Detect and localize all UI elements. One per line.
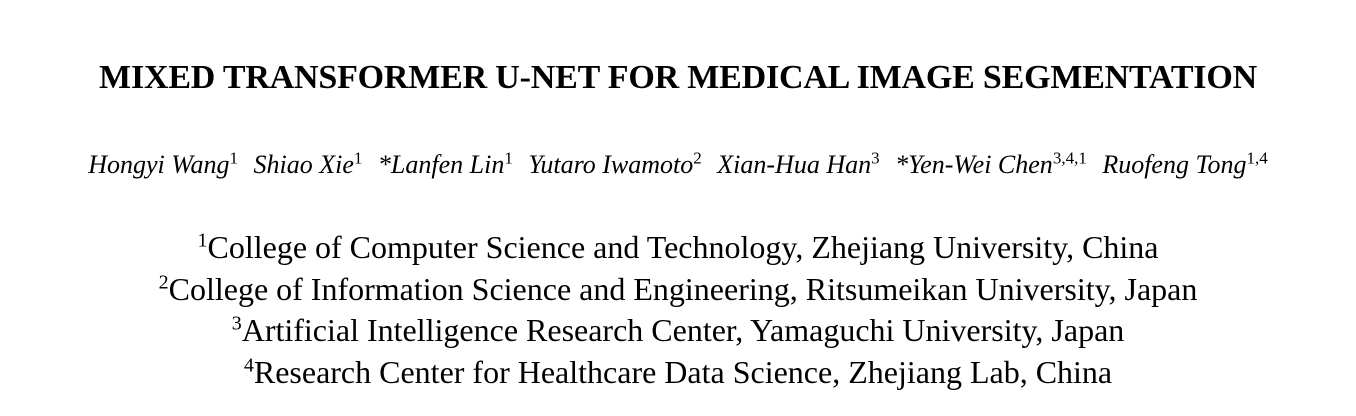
author (378, 150, 513, 179)
affiliation-text: Artificial Intelligence Research Center, Yamaguchi University, Japan (241, 312, 1125, 348)
author-affiliation-mark: 3 (871, 148, 880, 168)
author-name: Xian-Hua Han (717, 150, 872, 179)
author-name: Yutaro Iwamoto (528, 150, 694, 179)
author (895, 150, 1087, 179)
author-affiliation-mark: 1 (504, 148, 513, 168)
author-list (0, 148, 1356, 182)
author-name: Hongyi Wang (88, 150, 230, 179)
affiliation-text: College of Computer Science and Technology, Zhejiang University, China (207, 229, 1159, 265)
author (717, 150, 879, 179)
author-affiliation-mark: 3,4,1 (1052, 148, 1087, 168)
affiliation-text: Research Center for Healthcare Data Science, Zhejiang Lab, China (253, 353, 1113, 390)
author-affiliation-mark: 1 (229, 148, 239, 168)
author-name: Ruofeng Tong (1102, 150, 1247, 179)
affiliation-mark: 3 (231, 312, 242, 335)
author (528, 150, 701, 179)
affiliation (0, 227, 1356, 269)
author-affiliation-mark: 1,4 (1246, 148, 1268, 168)
affiliation-mark: 4 (243, 353, 254, 376)
author (254, 150, 363, 179)
author-affiliation-mark: 1 (353, 148, 363, 168)
affiliation (0, 269, 1356, 311)
affiliation-mark: 1 (197, 229, 208, 252)
author-affiliation-mark: 2 (693, 148, 702, 168)
affiliation (0, 310, 1356, 352)
author-name: Shiao Xie (253, 150, 354, 179)
affiliation-text: College of Information Science and Engineering, Ritsumeikan University, Japan (168, 270, 1198, 307)
author (88, 150, 238, 179)
affiliation-list (0, 227, 1356, 393)
author (1102, 150, 1267, 179)
affiliation (0, 352, 1356, 394)
author-name: *Lanfen Lin (377, 150, 505, 179)
affiliation-mark: 2 (158, 270, 169, 293)
author-name: *Yen-Wei Chen (895, 150, 1053, 179)
paper-title: MIXED TRANSFORMER U-NET FOR MEDICAL IMAGE SEGMENTATION (99, 59, 1257, 96)
